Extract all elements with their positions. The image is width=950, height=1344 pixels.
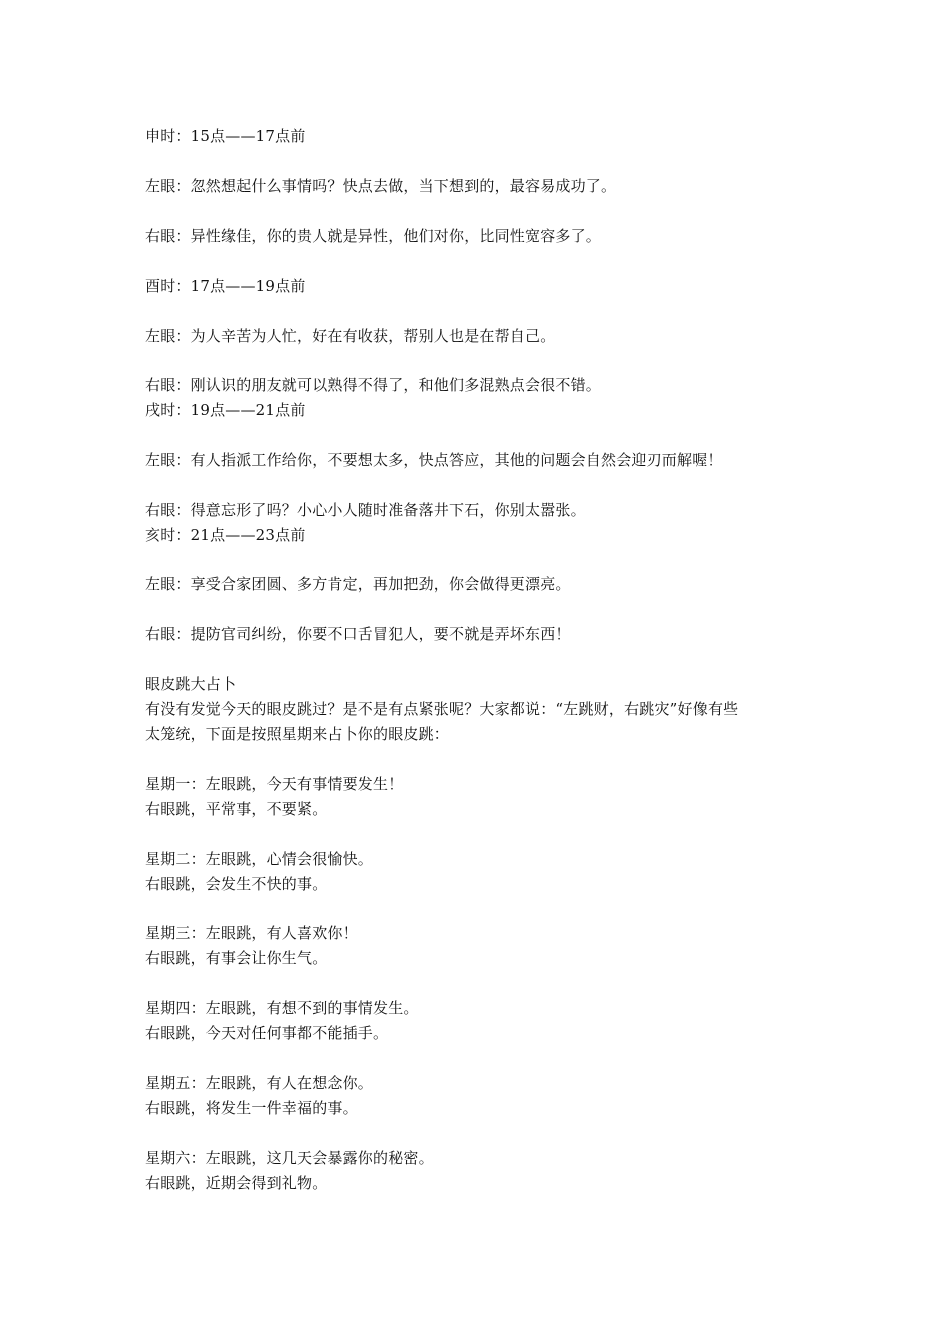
section-title: 眼皮跳大占卜 [145,675,237,693]
time-heading-you: 酉时：17点——19点前 [145,277,306,295]
text-line: 右眼：得意忘形了吗？小心小人随时准备落井下石，你别太嚣张。 [145,501,586,519]
weekday-thursday-right: 右眼跳，今天对任何事都不能插手。 [145,1024,389,1042]
weekday-friday-right: 右眼跳，将发生一件幸福的事。 [145,1099,358,1117]
weekday-tuesday-right: 右眼跳，会发生不快的事。 [145,875,328,893]
time-heading-hai: 亥时：21点——23点前 [145,526,306,544]
weekday-wednesday-right: 右眼跳，有事会让你生气。 [145,949,328,967]
weekday-wednesday-left: 星期三：左眼跳，有人喜欢你！ [145,924,358,942]
weekday-tuesday-left: 星期二：左眼跳，心情会很愉快。 [145,850,374,868]
text-line: 右眼：异性缘佳，你的贵人就是异性，他们对你，比同性宽容多了。 [145,227,602,245]
text-line: 左眼：享受合家团圆、多方肯定，再加把劲，你会做得更漂亮。 [145,575,571,593]
text-line: 左眼：忽然想起什么事情吗？快点去做，当下想到的，最容易成功了。 [145,177,617,195]
weekday-saturday-right: 右眼跳，近期会得到礼物。 [145,1174,328,1192]
weekday-monday-right: 右眼跳，平常事，不要紧。 [145,800,328,818]
time-heading-xu: 戌时：19点——21点前 [145,401,306,419]
text-line: 右眼：提防官司纠纷，你要不口舌冒犯人，要不就是弄坏东西！ [145,625,571,643]
intro-line: 太笼统，下面是按照星期来占卜你的眼皮跳： [145,725,450,743]
text-line: 右眼：刚认识的朋友就可以熟得不得了，和他们多混熟点会很不错。 [145,376,602,394]
text-line: 左眼：有人指派工作给你，不要想太多，快点答应，其他的问题会自然会迎刃而解喔！ [145,451,723,469]
weekday-monday-left: 星期一：左眼跳，今天有事情要发生！ [145,775,404,793]
text-line: 左眼：为人辛苦为人忙，好在有收获，帮别人也是在帮自己。 [145,327,556,345]
intro-line: 有没有发觉今天的眼皮跳过？是不是有点紧张呢？大家都说：“左跳财，右跳灾”好像有些 [145,700,739,718]
weekday-thursday-left: 星期四：左眼跳，有想不到的事情发生。 [145,999,419,1017]
weekday-friday-left: 星期五：左眼跳，有人在想念你。 [145,1074,374,1092]
weekday-saturday-left: 星期六：左眼跳，这几天会暴露你的秘密。 [145,1149,434,1167]
time-heading-shen: 申时：15点——17点前 [145,127,306,145]
